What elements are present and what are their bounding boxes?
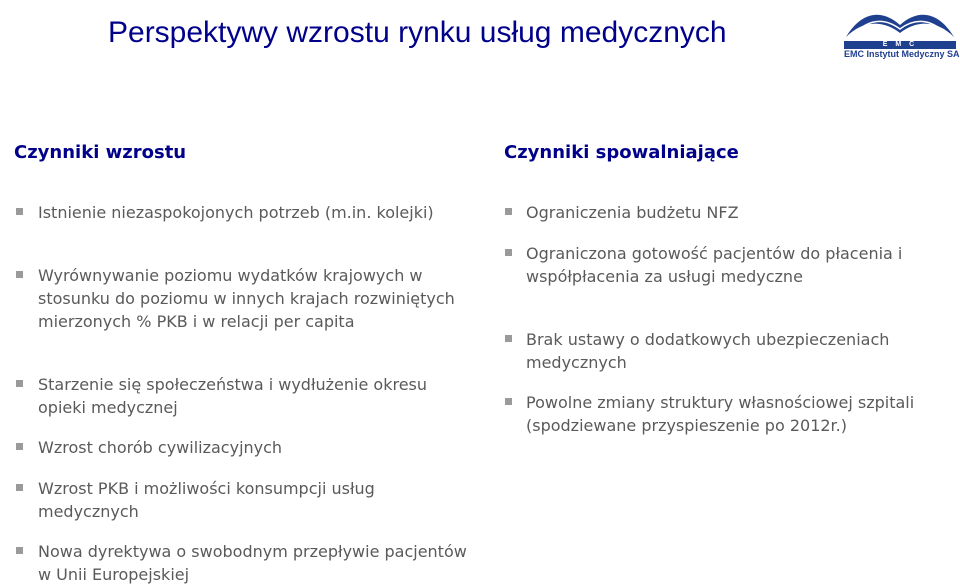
square-bullet-icon	[16, 484, 23, 491]
list-item	[526, 391, 946, 437]
square-bullet-icon	[16, 443, 23, 450]
emc-logo	[842, 3, 958, 61]
square-bullet-icon	[505, 335, 512, 342]
list-item	[526, 242, 946, 288]
list-item	[38, 540, 468, 586]
page-title: Perspektywy wzrostu rynku usług medycznych	[108, 16, 727, 49]
list-item-text: Nowa dyrektywa o swobodnym przepływie pacjentów w Unii Europejskiej	[38, 542, 467, 584]
list-item	[38, 436, 468, 459]
list-item-text: Powolne zmiany struktury własnościowej szpitali (spodziewane przyspieszenie po 2012r.)	[526, 393, 915, 435]
list-item	[38, 264, 468, 333]
list-item	[526, 328, 946, 374]
list-item-text: Brak ustawy o dodatkowych ubezpieczeniach medycznych	[526, 330, 890, 372]
list-item-text: Ograniczenia budżetu NFZ	[526, 203, 739, 222]
logo-bar: E M C	[844, 41, 956, 49]
list-item-text: Wzrost chorób cywilizacyjnych	[38, 438, 283, 457]
square-bullet-icon	[16, 547, 23, 554]
square-bullet-icon	[16, 380, 23, 387]
square-bullet-icon	[505, 249, 512, 256]
list-item	[526, 201, 946, 224]
slowdown-factors-section	[504, 142, 944, 435]
list-item	[38, 201, 468, 224]
list-item-text: Wzrost PKB i możliwości konsumpcji usług medycznych	[38, 479, 375, 521]
list-item	[38, 477, 468, 523]
list-item	[38, 373, 468, 419]
wings-logo-icon	[842, 3, 958, 43]
list-item-text: Starzenie się społeczeństwa i wydłużenie okresu opieki medycznej	[38, 375, 428, 417]
square-bullet-icon	[505, 398, 512, 405]
growth-factors-section	[14, 142, 474, 584]
list-item-text: Istnienie niezaspokojonych potrzeb (m.in. kolejki)	[38, 203, 434, 222]
list-item-text: Ograniczona gotowość pacjentów do płacenia i współpłacenia za usługi medyczne	[526, 244, 903, 286]
square-bullet-icon	[505, 208, 512, 215]
logo-caption: EMC Instytut Medyczny SA	[844, 49, 960, 59]
list-item-text: Wyrównywanie poziomu wydatków krajowych w stosunku do poziomu w innych krajach rozwiniętych mierzonych % PKB i w relacji per capita	[38, 266, 455, 331]
slowdown-factors-heading: Czynniki spowalniające	[504, 142, 739, 163]
square-bullet-icon	[16, 271, 23, 278]
square-bullet-icon	[16, 208, 23, 215]
growth-factors-heading: Czynniki wzrostu	[14, 142, 187, 163]
